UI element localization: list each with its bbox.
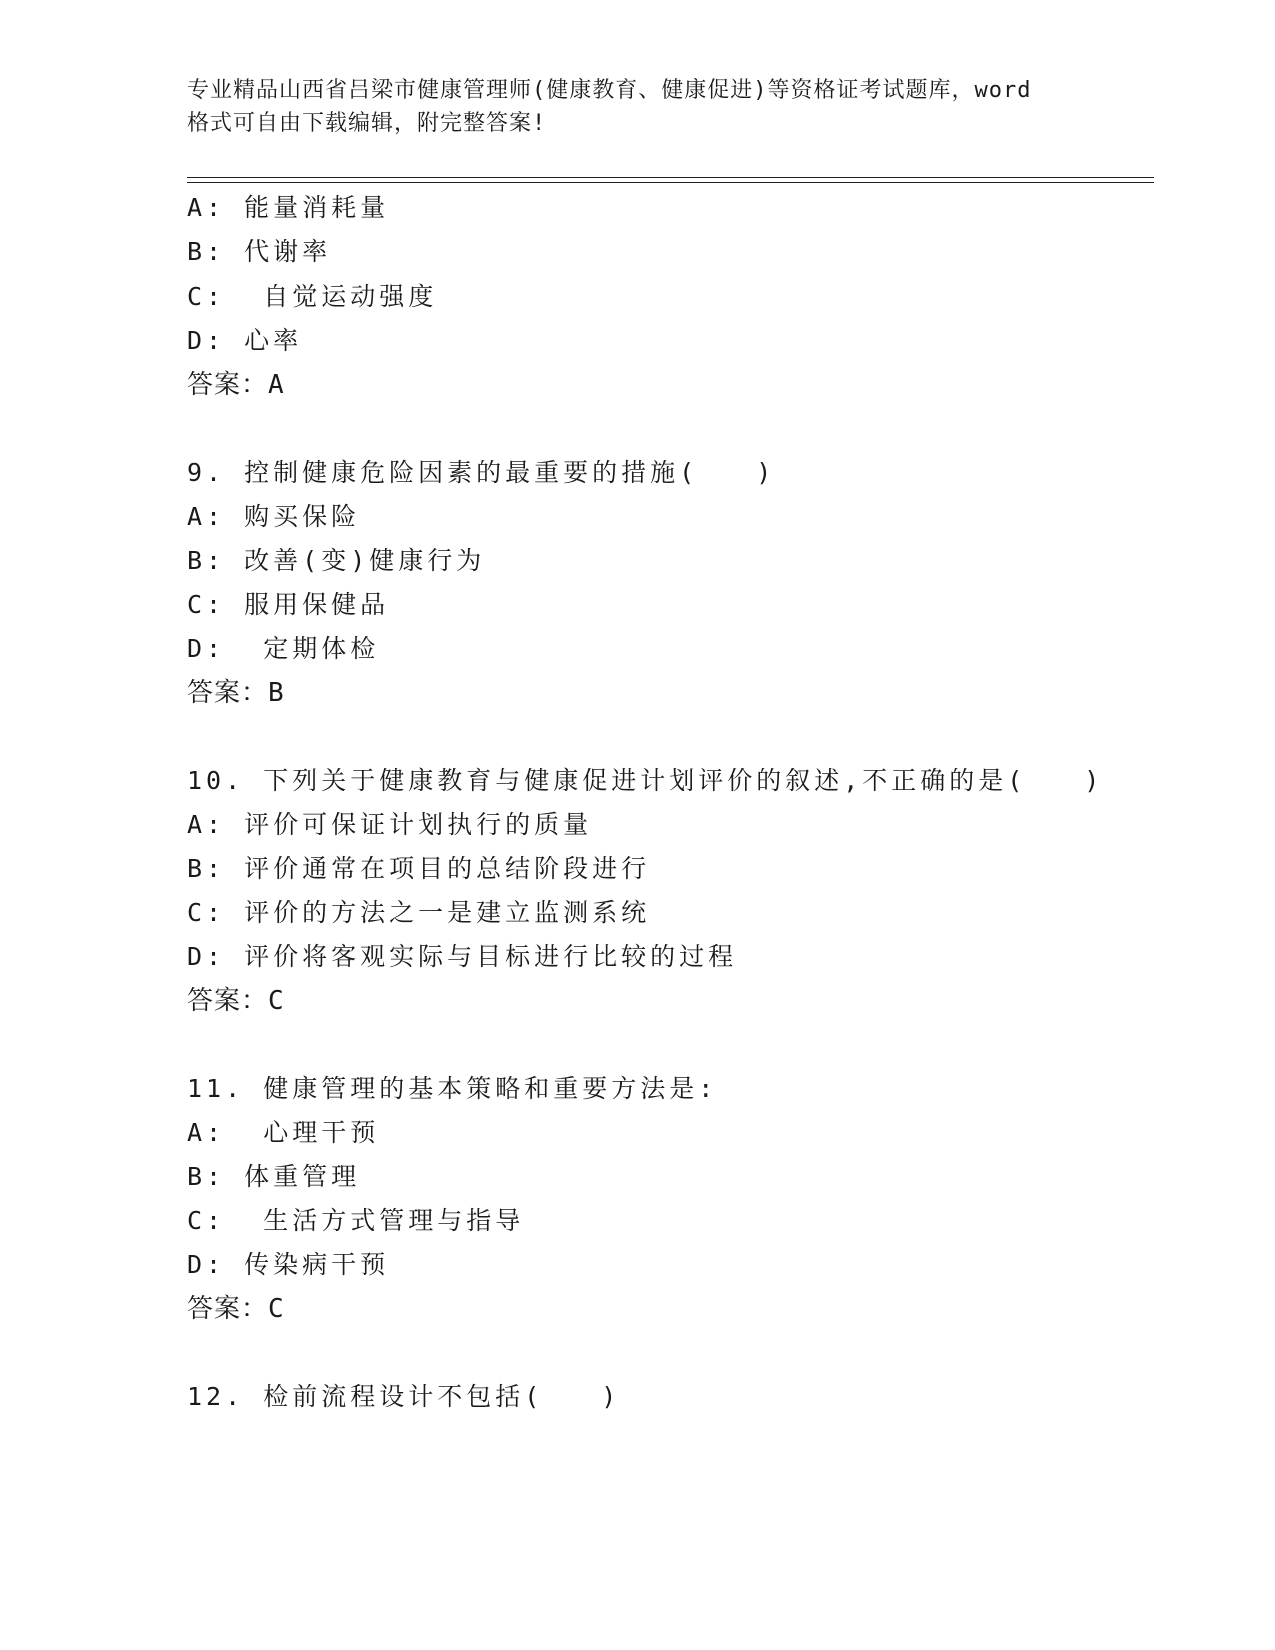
answer-value: A <box>268 370 285 400</box>
header-line-2: 格式可自由下载编辑，附完整答案! <box>187 111 547 136</box>
header-line-1: 专业精品山西省吕梁市健康管理师(健康教育、健康促进)等资格证考试题库，word <box>187 78 1032 103</box>
answer-value: B <box>268 678 285 708</box>
q10-option-b: B: 评价通常在项目的总结阶段进行 <box>187 854 651 883</box>
q10-option-a: A: 评价可保证计划执行的质量 <box>187 810 593 839</box>
answer-value: C <box>268 1294 285 1324</box>
answer-label: 答案： <box>187 370 269 400</box>
q10-option-c: C: 评价的方法之一是建立监测系统 <box>187 898 651 927</box>
answer-label: 答案： <box>187 986 269 1016</box>
q9-answer <box>187 676 285 710</box>
document-header <box>187 74 1087 140</box>
header-divider-top <box>187 177 1154 178</box>
q8-answer <box>187 368 285 402</box>
q8-option-b: B: 代谢率 <box>187 237 332 266</box>
answer-label: 答案： <box>187 1294 269 1324</box>
q11-option-d: D: 传染病干预 <box>187 1250 390 1279</box>
q12-question: 12. 检前流程设计不包括( ) <box>187 1382 621 1411</box>
q11-option-c: C: 生活方式管理与指导 <box>187 1206 525 1235</box>
header-divider-bottom <box>187 182 1154 183</box>
answer-value: C <box>268 986 285 1016</box>
q9-option-b: B: 改善(变)健康行为 <box>187 546 486 575</box>
answer-label: 答案： <box>187 678 269 708</box>
q10-option-d: D: 评价将客观实际与目标进行比较的过程 <box>187 942 738 971</box>
q10-answer <box>187 984 285 1018</box>
q8-option-a: A: 能量消耗量 <box>187 193 390 222</box>
q8-option-d: D: 心率 <box>187 326 303 355</box>
q9-question: 9. 控制健康危险因素的最重要的措施( ) <box>187 458 776 487</box>
q10-question: 10. 下列关于健康教育与健康促进计划评价的叙述,不正确的是( ) <box>187 766 1104 795</box>
q11-option-b: B: 体重管理 <box>187 1162 361 1191</box>
q8-option-c: C: 自觉运动强度 <box>187 282 438 311</box>
q11-option-a: A: 心理干预 <box>187 1118 380 1147</box>
q9-option-d: D: 定期体检 <box>187 634 380 663</box>
q9-option-c: C: 服用保健品 <box>187 590 390 619</box>
q11-answer <box>187 1292 285 1326</box>
q11-question: 11. 健康管理的基本策略和重要方法是: <box>187 1074 718 1103</box>
q9-option-a: A: 购买保险 <box>187 502 361 531</box>
